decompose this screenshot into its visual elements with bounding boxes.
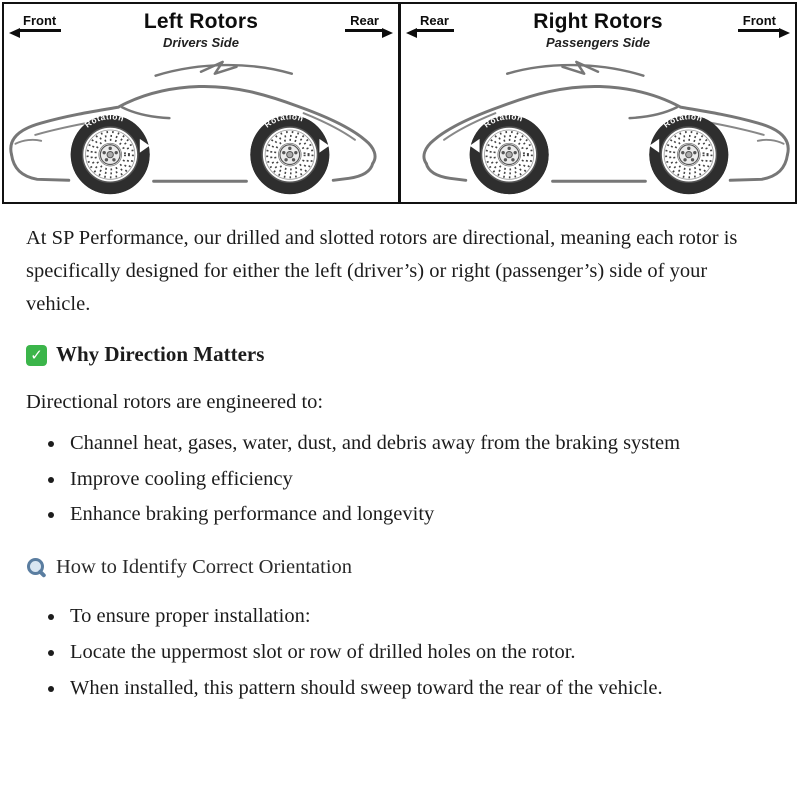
magnifier-icon bbox=[26, 557, 47, 578]
svg-text:Rotation: Rotation bbox=[262, 111, 306, 130]
rear-direction-arrow bbox=[345, 13, 384, 32]
arrow-left-icon bbox=[406, 28, 417, 38]
orientation-heading bbox=[26, 551, 772, 584]
svg-text:Rotation: Rotation bbox=[82, 111, 126, 130]
why-direction-list bbox=[26, 427, 772, 531]
heading-text: Why Direction Matters bbox=[56, 342, 265, 367]
why-direction-lead: Directional rotors are engineered to: bbox=[26, 390, 324, 413]
panel-subtitle: Passengers Side bbox=[545, 35, 651, 50]
check-icon: ✓ bbox=[26, 345, 47, 366]
article-content bbox=[0, 204, 800, 704]
list-item: • Improve cooling efficiency bbox=[66, 463, 772, 496]
arrow-right-icon bbox=[779, 28, 790, 38]
arrow-right-icon bbox=[382, 28, 393, 38]
panel-title: Left Rotors bbox=[143, 10, 259, 33]
front-direction-arrow bbox=[18, 13, 61, 32]
left-rotors-panel bbox=[2, 2, 400, 204]
intro-paragraph: At SP Performance, our drilled and slotted rotors are directional, meaning each rotor is specifically designed for either the left (driver’s) or right (passenger’s) side of your vehicle. bbox=[26, 227, 738, 315]
front-direction-arrow bbox=[738, 13, 781, 32]
why-direction-heading bbox=[26, 338, 772, 372]
direction-label: Rear bbox=[345, 13, 384, 32]
list-item: • To ensure proper installation: bbox=[66, 600, 772, 633]
list-item: • When installed, this pattern should sweep toward the rear of the vehicle. bbox=[66, 672, 772, 705]
rear-rotor bbox=[470, 111, 549, 194]
rotor-direction-diagram bbox=[2, 2, 798, 204]
svg-text:Rotation: Rotation bbox=[481, 111, 525, 130]
list-item: • Enhance braking performance and longevity bbox=[66, 498, 772, 531]
rear-direction-arrow bbox=[415, 13, 454, 32]
direction-label: Front bbox=[738, 13, 781, 32]
right-rotors-panel bbox=[399, 2, 797, 204]
right-panel-header bbox=[401, 4, 795, 50]
panel-subtitle: Drivers Side bbox=[163, 35, 239, 50]
left-panel-header bbox=[4, 4, 398, 50]
direction-label: Front bbox=[18, 13, 61, 32]
list-item: • Locate the uppermost slot or row of drilled holes on the rotor. bbox=[66, 636, 772, 669]
heading-text: How to Identify Correct Orientation bbox=[56, 556, 353, 579]
list-item: • Channel heat, gases, water, dust, and debris away from the braking system bbox=[66, 427, 772, 460]
panel-title: Right Rotors bbox=[533, 10, 663, 33]
direction-label: Rear bbox=[415, 13, 454, 32]
arrow-left-icon bbox=[9, 28, 20, 38]
rear-rotor bbox=[250, 111, 329, 194]
left-car-diagram bbox=[4, 52, 398, 202]
svg-text:Rotation: Rotation bbox=[661, 111, 705, 130]
orientation-list bbox=[26, 600, 772, 704]
right-car-diagram bbox=[401, 52, 795, 202]
